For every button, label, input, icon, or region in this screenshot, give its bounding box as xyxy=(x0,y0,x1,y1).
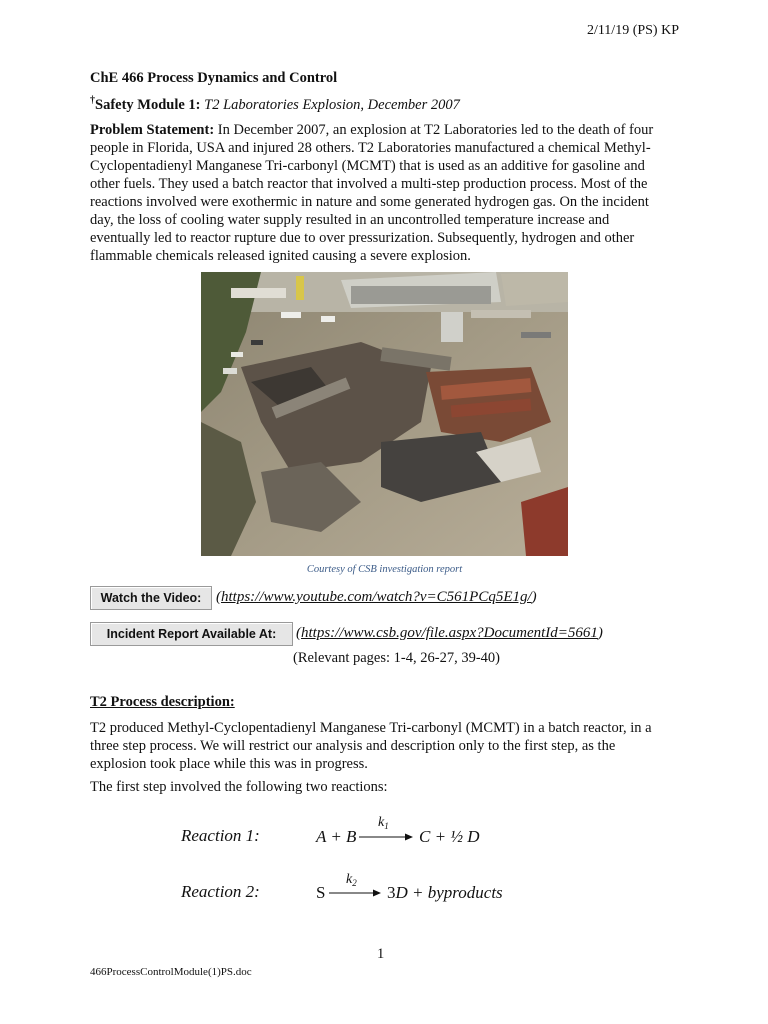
process-line: T2 produced Methyl-Cyclopentadienyl Manganese Tri-carbonyl (MCMT) in a batch reactor, in a xyxy=(90,720,652,736)
problem-line: people in Florida, USA and injured 28 others. T2 Laboratories manufactured a chemical Methyl- xyxy=(90,140,651,156)
reaction-1-lhs: A + B xyxy=(316,827,357,846)
dagger-mark: † xyxy=(90,95,95,106)
reaction-1-equation xyxy=(310,808,510,852)
module-subtitle: T2 Laboratories Explosion, December 2007 xyxy=(204,96,460,113)
paren-open: ( xyxy=(296,625,301,641)
figure-caption: Courtesy of CSB investigation report xyxy=(306,564,463,575)
problem-line: flammable chemicals released ignited causing a severe explosion. xyxy=(90,248,471,264)
paren-close: ) xyxy=(597,625,603,641)
reaction-2-rhs: 3D + byproducts xyxy=(387,883,503,902)
reaction-2-lhs: S xyxy=(316,883,326,902)
video-url-link[interactable]: https://www.youtube.com/watch?v=C561PCq5E1g/ xyxy=(221,589,532,605)
explosion-site-photo xyxy=(201,272,568,556)
watch-video-button[interactable]: Watch the Video: xyxy=(90,586,212,610)
video-link-line xyxy=(216,589,537,606)
reaction-1-rate-constant: $k_1$ xyxy=(378,815,389,831)
report-url-link[interactable]: https://www.csb.gov/file.aspx?DocumentId=5661 xyxy=(301,625,598,641)
problem-statement xyxy=(90,121,678,265)
paren-open: ( xyxy=(216,589,221,605)
first-step-text: The first step involved the following two reactions: xyxy=(90,779,388,795)
paren-close: ) xyxy=(531,589,537,605)
reaction-1-label: Reaction 1: xyxy=(181,826,260,845)
course-title: ChE 466 Process Dynamics and Control xyxy=(90,70,338,86)
reaction-1-arrowhead xyxy=(405,834,413,841)
process-description xyxy=(90,719,678,773)
module-title xyxy=(90,95,460,114)
incident-report-button[interactable]: Incident Report Available At: xyxy=(90,622,293,646)
reaction-2-rate-constant: $k_2$ xyxy=(346,872,357,888)
problem-line: eventually led to reactor rupture due to over pressurization. Subsequently, hydrogen and other xyxy=(90,230,635,246)
problem-line: day, the loss of cooling water supply resulted in an uncontrolled temperature increase and xyxy=(90,212,610,228)
reaction-2-equation xyxy=(310,864,530,908)
problem-label: Problem Statement: xyxy=(90,122,215,138)
process-heading: T2 Process description: xyxy=(90,694,235,710)
problem-line: Cyclopentadienyl Manganese Tri-carbonyl (MCMT) that is used as an additive for gasoline and xyxy=(90,158,645,174)
header-date: 2/11/19 (PS) KP xyxy=(586,23,679,38)
page-number: 1 xyxy=(377,946,385,962)
problem-line: In December 2007, an explosion at T2 Laboratories led to the death of four xyxy=(217,122,654,138)
reaction-2-arrowhead xyxy=(373,890,381,897)
reaction-1-rhs: C + ½ D xyxy=(419,827,480,846)
footer-filename: 466ProcessControlModule(1)PS.doc xyxy=(90,966,252,978)
module-label: Safety Module 1: xyxy=(95,96,201,113)
process-line: three step process. We will restrict our analysis and description only to the first step, as the xyxy=(90,738,616,754)
process-line: explosion took place while this was in progress. xyxy=(90,756,368,772)
report-link-line xyxy=(296,625,603,642)
reaction-2-label: Reaction 2: xyxy=(181,882,260,901)
problem-line: other fuels. They used a batch reactor that involved a multi-step production process. Most of the xyxy=(90,176,648,192)
problem-line: reactions involved were exothermic in nature and some generated hydrogen gas. On the incident xyxy=(90,194,649,210)
relevant-pages-note: (Relevant pages: 1-4, 26-27, 39-40) xyxy=(293,650,500,666)
